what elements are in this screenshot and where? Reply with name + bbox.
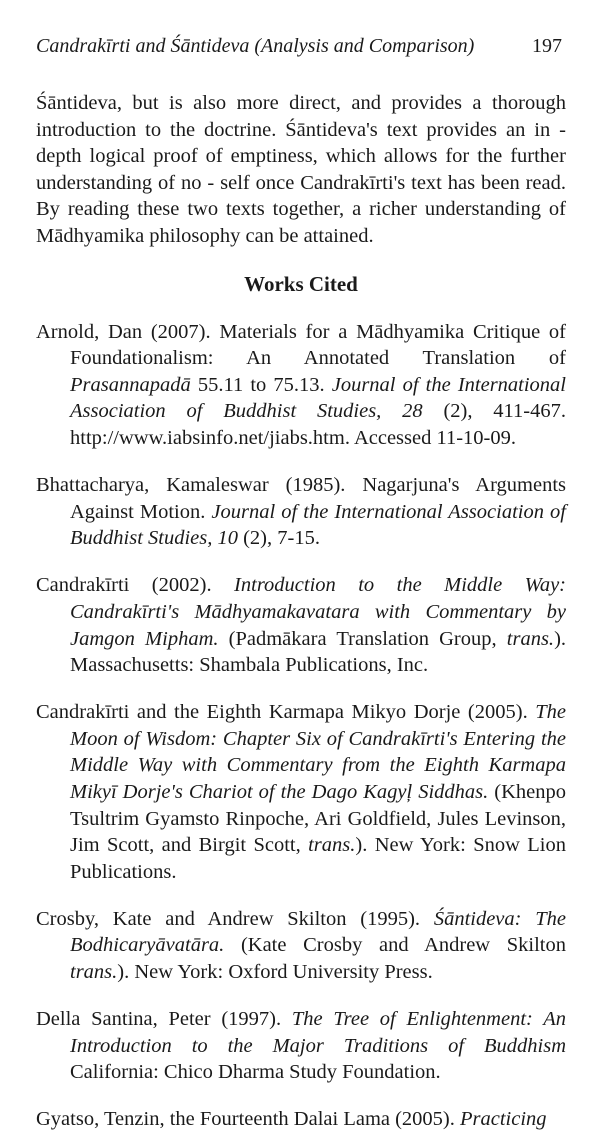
reference-segment: Bhattacharya, Kamaleswar (1985). Nagarjuna's Arguments Against Motion.: [36, 474, 566, 523]
reference-segment: Arnold, Dan (2007). Materials for a Mādhyamika Critique of Foundationalism: An Annotated Translation of: [36, 320, 566, 370]
reference-entry: [36, 1106, 566, 1133]
works-cited-list: [36, 319, 566, 1133]
reference-segment: (Kate Crosby and Andrew Skilton: [224, 934, 566, 957]
reference-segment: ). New York: Oxford University Press.: [117, 961, 433, 984]
reference-segment: (2), 411-467. http://www.iabsinfo.net/jiabs.htm. Accessed 11-10-09.: [70, 400, 566, 449]
running-head-title: Candrakīrti and Śāntideva (Analysis and Comparison): [36, 35, 475, 57]
reference-italic-segment: Prasannapadā: [70, 373, 191, 396]
reference-segment: 55.11 to 75.13.: [190, 373, 332, 396]
reference-italic-segment: Practicing: [460, 1108, 547, 1131]
reference-segment: Crosby, Kate and Andrew Skilton (1995).: [36, 907, 434, 930]
reference-segment: (Padmākara Translation Group,: [218, 627, 507, 650]
reference-italic-segment: The Tree of Enlightenment: An Introduction to the Major Traditions of Buddhism: [70, 1008, 566, 1057]
reference-entry: [36, 906, 566, 986]
reference-entry: [36, 472, 566, 552]
reference-segment: ). Massachusetts: Shambala Publications, Inc.: [70, 627, 567, 677]
reference-entry: [36, 1006, 566, 1086]
reference-entry: [36, 319, 566, 452]
reference-italic-segment: Journal of the International Association of Buddhist Studies, 10: [70, 500, 566, 550]
works-cited-heading: Works Cited: [244, 272, 358, 297]
reference-italic-segment: trans.: [70, 961, 118, 984]
reference-segment: (Khenpo Tsultrim Gyamsto Rinpoche, Ari Goldfield, Jules Levinson, Jim Scott, and Birgit Scott,: [70, 780, 566, 857]
reference-italic-segment: Journal of the International Association of Buddhist Studies, 28: [70, 373, 567, 423]
reference-entry: [36, 572, 566, 678]
page-number: 197: [532, 35, 562, 57]
reference-italic-segment: trans.: [506, 627, 555, 650]
reference-segment: Candrakīrti and the Eighth Karmapa Mikyo Dorje (2005).: [36, 701, 536, 724]
reference-segment: ). New York: Snow Lion Publications.: [70, 834, 566, 883]
reference-italic-segment: The Moon of Wisdom: Chapter Six of Candrakīrti's Entering the Middle Way with Commentary from the Eighth Karmapa Mikyī Dorje's Chariot of the Dago Kagyļ Siddhas.: [70, 701, 566, 803]
reference-italic-segment: Śāntideva: The Bodhicaryāvatāra.: [70, 907, 566, 957]
reference-segment: California: Chico Dharma Study Foundation.: [70, 1061, 441, 1084]
reference-segment: Gyatso, Tenzin, the Fourteenth Dalai Lama (2005).: [36, 1108, 461, 1131]
reference-italic-segment: trans.: [308, 834, 356, 857]
body-paragraph: Śāntideva, but is also more direct, and provides a thorough introduction to the doctrine. Śāntideva's text provides an in - depth logical proof of emptiness, which allows for the further understanding of no - self once Candrakīrti's text has been read. By reading these two texts together, a richer understanding of Mādhyamika philosophy can be attained.: [36, 92, 566, 247]
reference-entry: [36, 699, 566, 885]
reference-segment: (2), 7-15.: [237, 527, 320, 550]
reference-segment: Candrakīrti (2002).: [36, 574, 235, 597]
running-head: [36, 0, 566, 58]
reference-segment: Della Santina, Peter (1997).: [36, 1008, 292, 1031]
reference-italic-segment: Introduction to the Middle Way: Candrakīrti's Mādhyamakavatara with Commentary by Jamgon Mipham.: [70, 574, 567, 650]
